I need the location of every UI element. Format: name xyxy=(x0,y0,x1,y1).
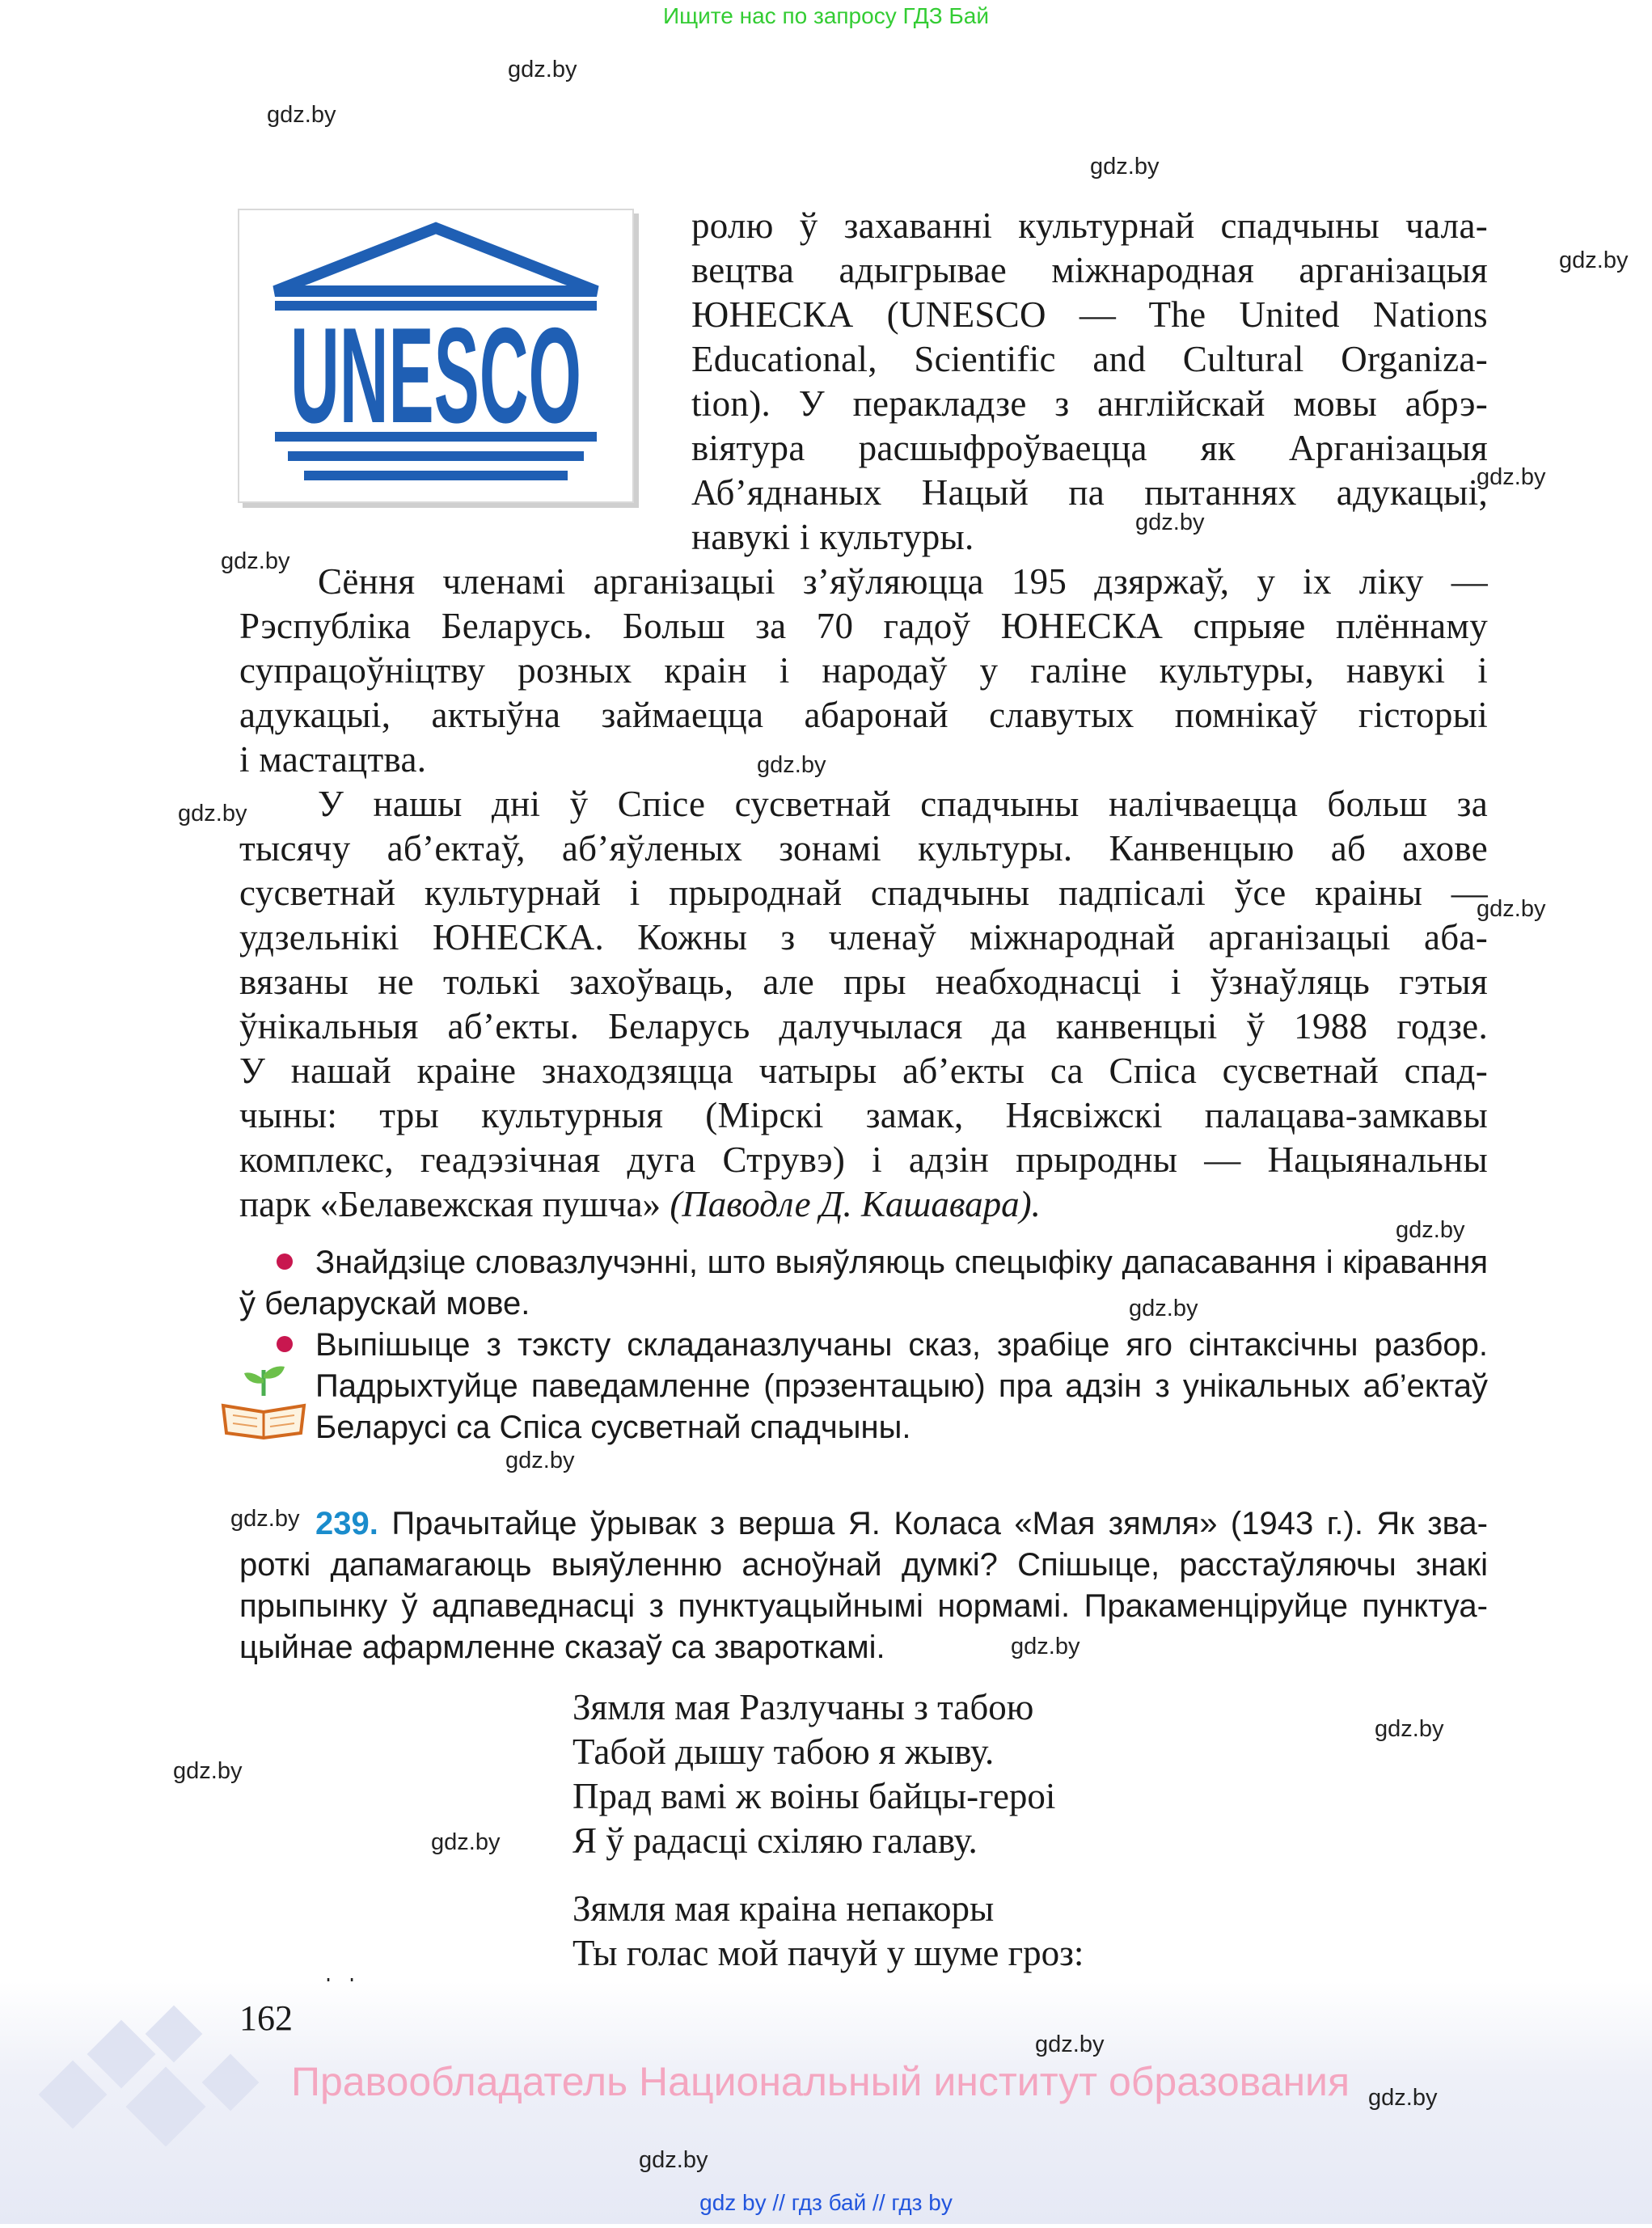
text-line: сусветнай культурнай і прыроднай спадчыны падпісалі ўсе краіны — xyxy=(239,873,1488,913)
watermark: gdz.by xyxy=(1477,464,1546,490)
text-line: чыны: тры культурныя (Мірскі замак, Нясвіжскі палацава-замкавы xyxy=(239,1095,1488,1135)
poem-line: Прад вамі ж воіны байцы-героі xyxy=(572,1776,1056,1816)
text-line: Сёння членамі арганізацыі з’яўляюцца 195 дзяржаў, у іх ліку — xyxy=(318,561,1488,602)
poem-line: Табой дышу табою я жыву. xyxy=(572,1731,995,1772)
text-line: У нашы дні ў Спісе сусветнай спадчыны налічваецца больш за xyxy=(318,784,1488,824)
watermark: gdz.by xyxy=(267,102,336,128)
exercise-text: прыпынку ў адпаведнасці з пунктуацыйнымі нормамі. Пракаменціруйце пунктуа- xyxy=(239,1588,1488,1624)
text-line: парк «Белавежская пушча» xyxy=(239,1184,661,1224)
watermark: gdz.by xyxy=(505,1448,575,1473)
watermark: gdz.by xyxy=(1135,509,1205,535)
text-line: віятура расшыфроўваецца як Арганізацыя xyxy=(691,428,1488,468)
text-line: tion). У перакладзе з англійскай мовы абрэ- xyxy=(691,383,1488,424)
watermark: gdz.by xyxy=(431,1829,501,1855)
watermark: gdz.by xyxy=(508,57,577,82)
exercise-text: цыйнае афармленне сказаў са звароткамі. xyxy=(239,1630,885,1665)
text-line: ЮНЕСКА (UNESCO — The United Nations xyxy=(691,294,1488,335)
bullet-icon xyxy=(277,1336,293,1352)
unesco-temple-icon xyxy=(239,210,632,501)
watermark: gdz.by xyxy=(1035,2031,1105,2057)
text-line: ролю ў захаванні культурнай спадчыны чала- xyxy=(691,205,1488,246)
text-line: У нашай краіне знаходзяцца чатыры аб’екты са Спіса сусветнай спад- xyxy=(239,1051,1488,1091)
poem-line: Я ў радасці схіляю галаву. xyxy=(572,1820,978,1861)
exercise-text-first xyxy=(315,1503,1488,1545)
task-text: Знайдзіце словазлучэнні, што выяўляюць спецыфіку дапасавання і кіравання xyxy=(315,1245,1488,1280)
book-sprout-icon xyxy=(217,1359,311,1444)
watermark: gdz.by xyxy=(173,1758,243,1784)
watermark: gdz.by xyxy=(1011,1634,1080,1659)
task-text: ў беларускай мове. xyxy=(239,1286,530,1321)
watermark: gdz.by xyxy=(1477,896,1546,922)
text-line: супрацоўніцтву розных краін і народаў у галіне культуры, навукі і xyxy=(239,650,1488,691)
text-line: адукацыі, актыўна займаецца абаронай славутых помнікаў гісторыі xyxy=(239,695,1488,735)
watermark: gdz.by xyxy=(1559,247,1629,273)
watermark: gdz.by xyxy=(178,801,247,827)
poem-line: Зямля мая краіна непакоры xyxy=(572,1888,995,1929)
text-line: ўнікальныя аб’екты. Беларусь далучылася да канвенцыі ў 1988 годзе. xyxy=(239,1006,1488,1046)
poem-line: Зямля мая Разлучаны з табою xyxy=(572,1687,1034,1727)
watermark: gdz.by xyxy=(221,548,290,574)
task-text: Беларусі са Спіса сусветнай спадчыны. xyxy=(315,1410,911,1445)
task-text: Падрыхтуйце паведамленне (прэзентацыю) пра адзін з унікальных аб’ектаў xyxy=(315,1368,1488,1404)
watermark: gdz.by xyxy=(1368,2085,1438,2111)
poem-line: Ты голас мой пачуй у шуме гроз: xyxy=(572,1933,1084,1973)
watermark: gdz.by xyxy=(1375,1716,1444,1742)
copyright-notice: Правообладатель Национальный институт образования xyxy=(291,2059,1350,2104)
citation: (Паводле Д. Кашавара). xyxy=(670,1184,1041,1224)
watermark: gdz.by xyxy=(1396,1217,1465,1243)
footer-links[interactable]: gdz by // гдз бай // гдз by xyxy=(699,2190,953,2215)
watermark: gdz.by xyxy=(757,752,826,778)
watermark: gdz.by xyxy=(1129,1296,1198,1321)
bullet-icon xyxy=(277,1254,293,1270)
text-line: удзельнікі ЮНЕСКА. Кожны з членаў міжнароднай арганізацыі аба- xyxy=(239,917,1488,958)
text-line-final xyxy=(239,1182,1041,1227)
exercise-text: роткі дапамагаюць выяўленню асноўнай думкі? Спішыце, расстаўляючы знакі xyxy=(239,1547,1488,1583)
watermark: gdz.by xyxy=(230,1506,300,1532)
search-hint: Ищите нас по запросу ГДЗ Бай xyxy=(662,3,990,28)
text-line: Аб’яднаных Нацый па пытаннях адукацыі, xyxy=(691,472,1488,513)
text-line: тысячу аб’ектаў, аб’яўленых зонамі культуры. Канвенцыю аб ахове xyxy=(239,828,1488,869)
text-line: навукі і культуры. xyxy=(691,517,974,557)
text-line: вецтва адыгрывае міжнародная арганізацыя xyxy=(691,250,1488,290)
text-line: комплекс, геадэзічная дуга Струвэ) і адзін прыродны — Нацыянальны xyxy=(239,1139,1488,1180)
text-line: Рэспубліка Беларусь. Больш за 70 гадоў ЮНЕСКА спрыяе плённаму xyxy=(239,606,1488,646)
exercise-number: 239. xyxy=(315,1506,378,1541)
task-text: Выпішыце з тэксту складаназлучаны сказ, зрабіце яго сінтаксічны разбор. xyxy=(315,1327,1488,1363)
text-line: Educational, Scientific and Cultural Organiza- xyxy=(691,339,1488,379)
text-line: вязаны не толькі захоўваць, але пры неабходнасці і ўзнаўляць гэтыя xyxy=(239,962,1488,1002)
watermark: gdz.by xyxy=(1090,154,1160,180)
logo-word: UNESCO xyxy=(290,299,581,451)
text-line: і мастацтва. xyxy=(239,739,427,780)
unesco-logo xyxy=(238,209,634,503)
exercise-text: Прачытайце ўрывак з верша Я. Коласа «Мая зямля» (1943 г.). Як зва- xyxy=(391,1506,1488,1541)
page-number: 162 xyxy=(239,1998,293,2038)
watermark: gdz.by xyxy=(639,2147,708,2173)
